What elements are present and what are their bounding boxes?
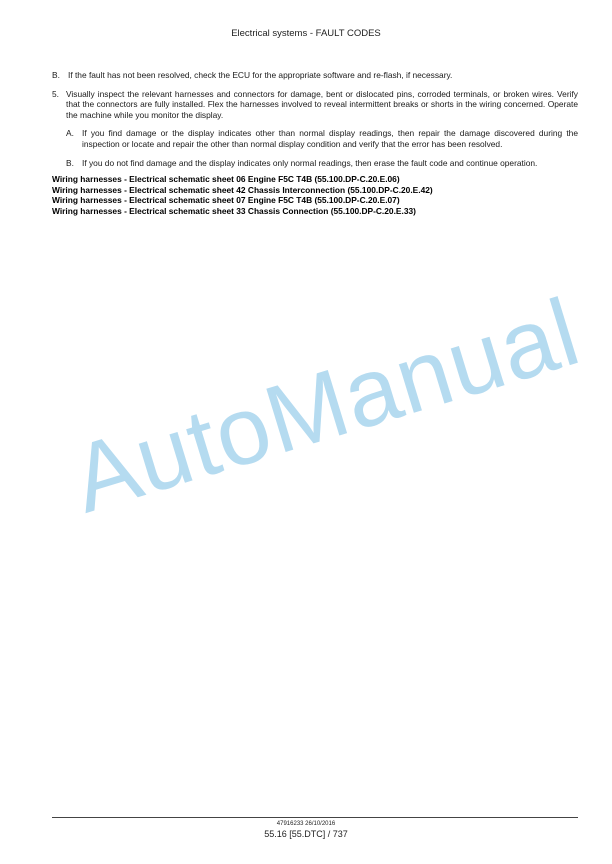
link-schematic-sheet-42[interactable]: Wiring harnesses - Electrical schematic sheet 42 Chassis Interconnection (55.100.DP-C.20.E.42): [52, 184, 433, 195]
link-schematic-sheet-33[interactable]: Wiring harnesses - Electrical schematic sheet 33 Chassis Connection (55.100.DP-C.20.E.33): [52, 205, 416, 216]
watermark-automanual: AutoManual: [60, 278, 592, 534]
document-body: [52, 70, 578, 217]
step-marker: 5.: [52, 88, 59, 99]
step-text: If you find damage or the display indicates other than normal display readings, then repair the damage discovered during the inspection or locate and repair the other than normal display condition and verify that the error has been resolved.: [82, 128, 578, 149]
step-b-reflash: [52, 70, 578, 81]
step-5-inspect: [52, 89, 578, 169]
step-text: If the fault has not been resolved, check the ECU for the appropriate software and re-flash, if necessary.: [68, 70, 453, 80]
link-schematic-sheet-07[interactable]: Wiring harnesses - Electrical schematic sheet 07 Engine F5C T4B (55.100.DP-C.20.E.07): [52, 195, 400, 206]
step-5b-no-damage: [66, 158, 578, 169]
step-text: Visually inspect the relevant harnesses and connectors for damage, bent or dislocated pins, corroded terminals, or broken wires. Verify that the connectors are fully installed. Flex the harnesses involved to reveal intermittent breaks or shorts in the wiring concerned. Operate the machine while you monitor the display.: [66, 88, 578, 120]
footer-document-id: 47916233 26/10/2016: [276, 821, 336, 827]
step-5a-damage-found: [66, 128, 578, 149]
footer-page-number: 55.16 [55.DTC] / 737: [264, 829, 348, 839]
link-schematic-sheet-06[interactable]: Wiring harnesses - Electrical schematic sheet 06 Engine F5C T4B (55.100.DP-C.20.E.06): [52, 174, 400, 185]
reference-links: [52, 174, 578, 216]
step-marker: B.: [52, 70, 60, 80]
footer-divider: [52, 817, 578, 818]
step-marker: B.: [66, 157, 74, 168]
step-marker: A.: [66, 128, 74, 139]
page-header-title: Electrical systems - FAULT CODES: [231, 28, 381, 39]
step-text: If you do not find damage and the display indicates only normal readings, then erase the fault code and continue operation.: [82, 157, 538, 168]
